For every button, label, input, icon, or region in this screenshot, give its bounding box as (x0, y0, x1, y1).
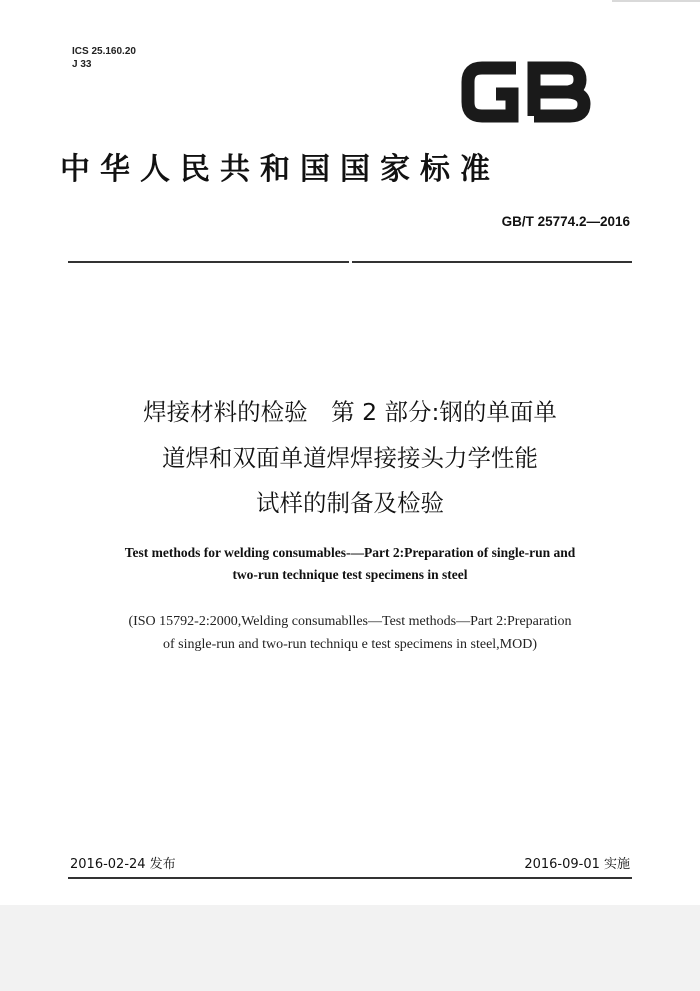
english-title-line-1: Test methods for welding consumables-—Part 2:Preparation of single-run and (124, 545, 576, 560)
iso-reference-line-2: of single-run and two-run techniqu e test specimens in steel,MOD) (162, 637, 538, 652)
standard-number: GB/T 25774.2—2016 (501, 214, 630, 229)
org-title: 中华人民共和国国家标准 (60, 152, 500, 187)
chinese-title-line-3: 试样的制备及检验 (256, 489, 444, 517)
top-edge-line (612, 0, 700, 2)
classification-codes (72, 45, 136, 71)
footer-rule (68, 877, 632, 879)
header-rule-left (68, 261, 349, 263)
ics-code: ICS 25.160.20 (72, 46, 136, 57)
gb-logo (456, 56, 596, 128)
ccs-code: J 33 (72, 59, 92, 70)
implementation-date: 2016-09-01 实施 (524, 857, 630, 872)
chinese-title-line-1: 焊接材料的检验 第 2 部分:钢的单面单 (143, 398, 557, 426)
header-rule-right (352, 261, 632, 263)
iso-reference-line-1: (ISO 15792-2:2000,Welding consumablles—Test methods—Part 2:Preparation (128, 614, 572, 629)
english-title-line-2: two-run technique test specimens in steel (232, 567, 468, 582)
issue-date: 2016-02-24 发布 (70, 857, 176, 872)
chinese-title-line-2: 道焊和双面单道焊焊接接头力学性能 (162, 444, 538, 472)
